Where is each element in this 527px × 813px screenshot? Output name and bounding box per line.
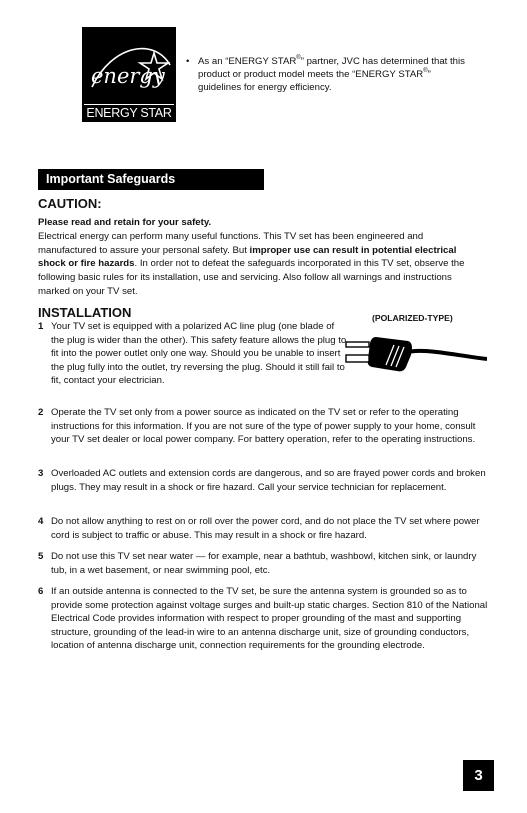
installation-heading: INSTALLATION [38, 305, 132, 320]
energy-star-logo [82, 27, 176, 122]
note-part-3: ” guidelines for energy efficiency. [198, 69, 431, 93]
logo-divider [84, 104, 174, 105]
logo-text: ENERGY STAR [86, 106, 172, 120]
item-text: Overloaded AC outlets and extension cords are dangerous, and so are frayed power cords and broken plugs. They may result in a shock or fire hazard. Call your service technician for replacement. [51, 468, 486, 493]
item-text: Operate the TV set only from a power source as indicated on the TV set or refer to the operating instructions for this information. If you are not sure of the type of power supply to your home, consult your TV set dealer or local power company. For battery operation, refer to the operating instructions. [51, 407, 476, 446]
item-text: Your TV set is equipped with a polarized AC line plug (one blade of the plug is wider than the other). This safety feature allows the plug to fit into the power outlet only one way. Should you be unable to insert the plug fully into the outlet, try reversing the plug. Should it still fail to fit, contact your electrician. [51, 321, 347, 387]
polarized-plug-icon [342, 325, 487, 383]
registered-mark: ® [296, 55, 301, 61]
item-number: 5 [38, 551, 44, 562]
item-number: 1 [38, 321, 44, 332]
svg-text:energy: energy [91, 64, 165, 88]
item-text: If an outside antenna is connected to the TV set, be sure the antenna system is grounded so as to provide some protection against voltage surges and built-up static charges. Section 810 of the National Electrical Code provides information with respect to proper grounding of the mast and supporting structure, grounding of the lead-in wire to an antenna discharge unit, size of grounding conductors, location of antenna discharge unit, connection requirements for the grounding electrode. [51, 586, 488, 652]
item-number: 3 [38, 468, 44, 479]
energy-star-icon [82, 27, 176, 102]
registered-mark: ® [423, 68, 428, 74]
caution-heading: CAUTION: [38, 196, 102, 211]
page-number: 3 [463, 760, 494, 791]
caution-text-1: Electrical energy can perform many useful functions. This TV set has been engineered and manufactured to assure your personal safety. But [38, 230, 424, 256]
item-text: Do not allow anything to rest on or roll over the power cord, and do not place the TV set where power cord is subject to traffic or abuse. This may result in a shock or fire hazard. [51, 516, 480, 541]
item-number: 2 [38, 407, 44, 418]
caution-bold-warning: improper use can result in potential electrical shock or fire hazards [38, 244, 457, 270]
energy-star-note-text [198, 55, 474, 94]
note-part-2: ” partner, JVC has determined that this product or product model meets the “ENERGY STAR [198, 56, 465, 80]
section-title: Important Safeguards [38, 169, 264, 190]
item-text: Do not use this TV set near water — for example, near a bathtub, washbowl, kitchen sink, or laundry tub, in a wet basement, or near swimming pool, etc. [51, 551, 477, 576]
note-part-1: As an “ENERGY STAR [198, 56, 297, 67]
caution-lead: Please read and retain for your safety. [38, 217, 212, 228]
item-number: 4 [38, 516, 44, 527]
item-number: 6 [38, 586, 44, 597]
bullet: • [186, 56, 190, 67]
caution-text-2: . In order not to defeat the safeguards incorporated in this TV set, observe the following basic rules for its installation, use and servicing. Also follow all warnings and instructions marked on your TV set. [38, 258, 465, 297]
plug-label: (POLARIZED-TYPE) [372, 313, 453, 323]
caution-intro [38, 216, 483, 299]
